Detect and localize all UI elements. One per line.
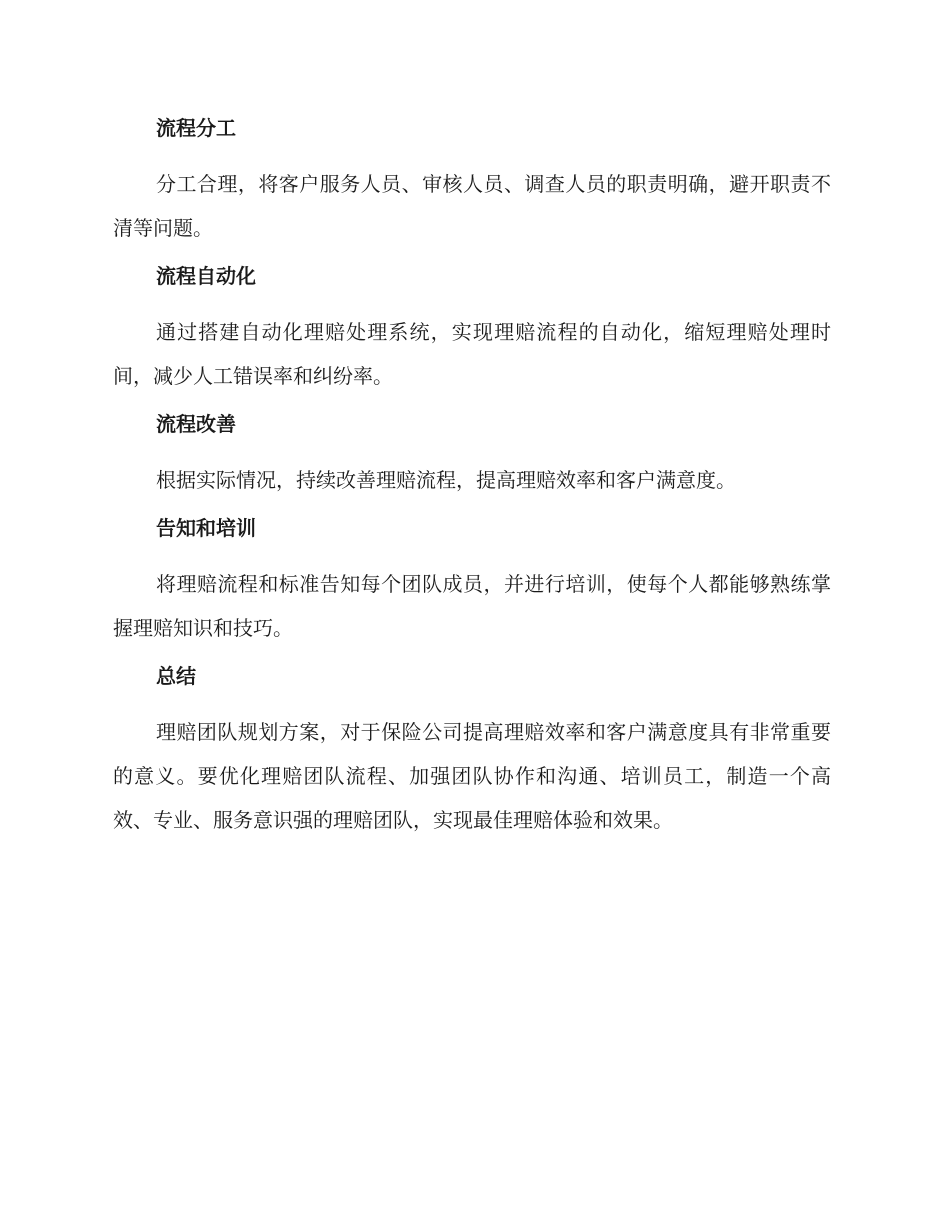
section-paragraph: 根据实际情况，持续改善理赔流程，提高理赔效率和客户满意度。: [156, 468, 736, 492]
section-improvement: [113, 408, 831, 502]
section-division-of-labor: [113, 112, 831, 250]
document-body: [113, 112, 831, 852]
section-paragraph: 通过搭建自动化理赔处理系统，实现理赔流程的自动化，缩短理赔处理时间，减少人工错误率和纠纷率。: [113, 320, 831, 388]
section-paragraph: 理赔团队规划方案，对于保险公司提高理赔效率和客户满意度具有非常重要的意义。要优化理赔团队流程、加强团队协作和沟通、培训员工，制造一个高效、专业、服务意识强的理赔团队，实现最佳理赔体验和效果。: [113, 720, 831, 832]
section-automation: [113, 260, 831, 398]
section-heading: 总结: [156, 664, 196, 688]
section-training: [113, 512, 831, 650]
section-paragraph: 分工合理，将客户服务人员、审核人员、调查人员的职责明确，避开职责不清等问题。: [113, 172, 831, 240]
section-heading: 告知和培训: [156, 516, 256, 540]
section-paragraph: 将理赔流程和标准告知每个团队成员，并进行培训，使每个人都能够熟练掌握理赔知识和技巧。: [113, 572, 831, 640]
section-summary: [113, 660, 831, 842]
section-heading: 流程自动化: [156, 264, 256, 288]
section-heading: 流程改善: [156, 412, 236, 436]
section-heading: 流程分工: [156, 116, 236, 140]
